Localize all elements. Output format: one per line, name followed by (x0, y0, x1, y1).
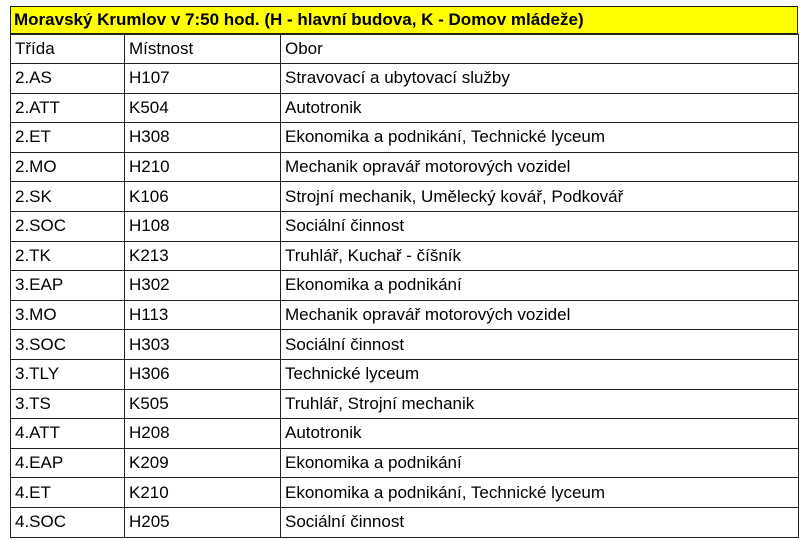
table-row (11, 182, 799, 212)
field-cell: Autotronik (281, 419, 799, 449)
class-cell: 3.TS (11, 389, 125, 419)
field-cell: Mechanik opravář motorových vozidel (281, 300, 799, 330)
class-cell: 2.ET (11, 123, 125, 153)
room-cell: K505 (125, 389, 281, 419)
sheet-title: Moravský Krumlov v 7:50 hod. (H - hlavní budova, K - Domov mládeže) (10, 6, 798, 34)
class-cell: 2.SK (11, 182, 125, 212)
table-row (11, 359, 799, 389)
class-cell: 3.EAP (11, 271, 125, 301)
class-cell: 4.SOC (11, 507, 125, 537)
room-cell: H205 (125, 507, 281, 537)
field-cell: Ekonomika a podnikání (281, 271, 799, 301)
table-row (11, 211, 799, 241)
table-row (11, 300, 799, 330)
room-cell: H108 (125, 211, 281, 241)
field-cell: Technické lyceum (281, 359, 799, 389)
table-body (11, 64, 799, 538)
table-row (11, 123, 799, 153)
room-cell: H208 (125, 419, 281, 449)
room-cell: H303 (125, 330, 281, 360)
class-cell: 2.SOC (11, 211, 125, 241)
field-cell: Sociální činnost (281, 330, 799, 360)
column-header-field: Obor (281, 35, 799, 64)
class-cell: 4.EAP (11, 448, 125, 478)
room-cell: H113 (125, 300, 281, 330)
field-cell: Sociální činnost (281, 211, 799, 241)
table-row (11, 93, 799, 123)
field-cell: Mechanik opravář motorových vozidel (281, 152, 799, 182)
field-cell: Ekonomika a podnikání, Technické lyceum (281, 123, 799, 153)
class-cell: 2.AS (11, 64, 125, 94)
table-row (11, 478, 799, 508)
field-cell: Sociální činnost (281, 507, 799, 537)
table-row (11, 152, 799, 182)
field-cell: Ekonomika a podnikání, Technické lyceum (281, 478, 799, 508)
class-cell: 4.ATT (11, 419, 125, 449)
class-cell: 4.ET (11, 478, 125, 508)
room-cell: K209 (125, 448, 281, 478)
table-header-row (11, 35, 799, 64)
table-row (11, 419, 799, 449)
field-cell: Ekonomika a podnikání (281, 448, 799, 478)
column-header-class: Třída (11, 35, 125, 64)
column-header-room: Místnost (125, 35, 281, 64)
field-cell: Truhlář, Kuchař - číšník (281, 241, 799, 271)
field-cell: Autotronik (281, 93, 799, 123)
table-row (11, 448, 799, 478)
class-cell: 2.MO (11, 152, 125, 182)
room-cell: H308 (125, 123, 281, 153)
table-row (11, 330, 799, 360)
room-cell: H306 (125, 359, 281, 389)
table-row (11, 241, 799, 271)
room-cell: K213 (125, 241, 281, 271)
table-row (11, 64, 799, 94)
field-cell: Stravovací a ubytovací služby (281, 64, 799, 94)
table-row (11, 507, 799, 537)
room-cell: H107 (125, 64, 281, 94)
class-cell: 2.TK (11, 241, 125, 271)
class-cell: 3.TLY (11, 359, 125, 389)
room-cell: K504 (125, 93, 281, 123)
room-cell: H210 (125, 152, 281, 182)
class-cell: 3.SOC (11, 330, 125, 360)
class-cell: 3.MO (11, 300, 125, 330)
table-row (11, 389, 799, 419)
table-row (11, 271, 799, 301)
room-cell: K210 (125, 478, 281, 508)
room-cell: H302 (125, 271, 281, 301)
schedule-sheet (10, 6, 798, 538)
field-cell: Truhlář, Strojní mechanik (281, 389, 799, 419)
field-cell: Strojní mechanik, Umělecký kovář, Podkovář (281, 182, 799, 212)
room-cell: K106 (125, 182, 281, 212)
class-room-table (10, 34, 799, 538)
class-cell: 2.ATT (11, 93, 125, 123)
